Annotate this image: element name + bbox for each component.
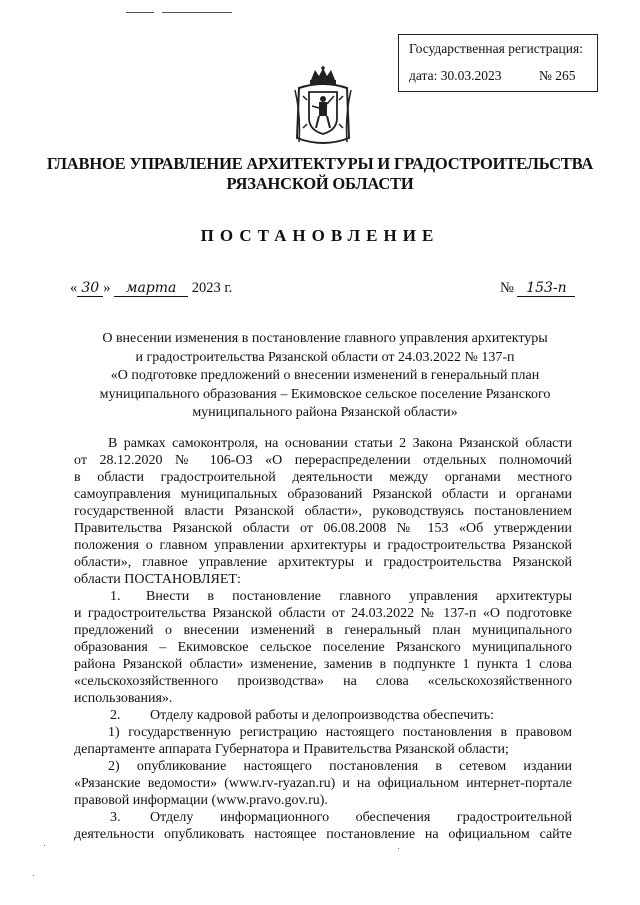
date-day: 30 [77, 280, 103, 297]
date-open-quote: « [70, 280, 78, 296]
scan-dust [33, 875, 34, 876]
decree-date [70, 280, 232, 297]
organization-title-line1: ГЛАВНОЕ УПРАВЛЕНИЕ АРХИТЕКТУРЫ И ГРАДОСТРОИТЕЛЬСТВА [46, 154, 594, 173]
document-type-heading: ПОСТАНОВЛЕНИЕ [200, 226, 440, 245]
coat-of-arms-emblem [293, 66, 353, 148]
scan-artifact-line [162, 12, 232, 13]
item1-line: предложений о внесении изменений в генеральный план муниципального [74, 623, 572, 638]
subject-line: муниципального образования – Екимовское сельское поселение Рязанского [99, 386, 551, 402]
item1-line: района Рязанской области» изменение, заменив в подпункте 1 пункта 1 слова [74, 657, 572, 672]
subject-line: и градостроительства Рязанской области от 24.03.2022 № 137-п [135, 349, 515, 365]
scan-dust [44, 845, 45, 846]
item1-line: и градостроительства Рязанской области от 24.03.2022 № 137-п «О подготовке [74, 606, 572, 621]
preamble-line: области ПОСТАНОВЛЯЕТ: [74, 572, 241, 587]
item2-2-line: правовой информации (www.pravo.gov.ru). [74, 793, 328, 808]
item2-2-line: «Рязанские ведомости» (www.rv-ryazan.ru) и на официальном интернет-портале [74, 776, 572, 791]
item3-number: 3. [110, 810, 121, 825]
item1-line: использования». [74, 691, 173, 706]
preamble-line: В рамках самоконтроля, на основании статьи 2 Закона Рязанской области [108, 436, 572, 451]
preamble-line: в области градостроительной деятельности между органами местного [74, 470, 572, 485]
item1-line: образования – Екимовское сельское поселение Рязанского муниципального [74, 640, 572, 655]
item1-number: 1. [110, 589, 121, 604]
item3-line: Отделу информационного обеспечения градостроительной [150, 810, 572, 825]
decree-subject [70, 330, 580, 423]
scan-dust [398, 848, 399, 849]
date-year: 2023 г. [191, 280, 233, 296]
preamble-line: государственной власти Рязанской области», руководствуясь постановлением [74, 504, 572, 519]
item1-line: Внести в постановление главного управления архитектуры [146, 589, 572, 604]
date-close-quote: » [103, 280, 111, 296]
item2-1-line: 1) государственную регистрацию настоящего постановления в правовом [108, 725, 572, 740]
scan-artifact-line [126, 12, 154, 13]
decree-number-label: № [500, 280, 514, 296]
preamble-line: самоуправления муниципальных образований Рязанской области и органами [74, 487, 572, 502]
item2-number: 2. [110, 708, 121, 723]
decree-number-value: 153-п [517, 280, 575, 297]
registration-date: дата: 30.03.2023 [409, 68, 502, 83]
subject-line: муниципального района Рязанской области» [192, 405, 458, 421]
registration-number: № 265 [539, 68, 576, 83]
subject-line: «О подготовке предложений о внесении изменений в генеральный план [110, 368, 540, 384]
registration-stamp [398, 34, 598, 92]
item2-heading: Отделу кадровой работы и делопроизводства обеспечить: [150, 708, 495, 723]
preamble-line: положения о главном управлении архитектуры и градостроительства Рязанской [74, 538, 572, 553]
preamble-line: от 28.12.2020 № 106-ОЗ «О перераспределении отдельных полномочий [74, 453, 572, 468]
preamble-line: области», главное управление архитектуры и градостроительства Рязанской [74, 555, 572, 570]
registration-title: Государственная регистрация: [409, 41, 583, 56]
decree-number [500, 280, 575, 297]
organization-title-line2: РЯЗАНСКОЙ ОБЛАСТИ [226, 174, 414, 193]
item2-2-line: 2) опубликование настоящего постановления в сетевом издании [108, 759, 572, 774]
item2-1-line: департаменте аппарата Губернатора и Правительства Рязанской области; [74, 742, 509, 757]
preamble-line: Правительства Рязанской области от 06.08.2008 № 153 «Об утверждении [74, 521, 572, 536]
item1-line: «сельскохозяйственного производства» на слова «сельскохозяйственного [74, 674, 572, 689]
subject-line: О внесении изменения в постановление главного управления архитектуры [102, 331, 548, 346]
date-month: марта [114, 280, 188, 297]
item3-line: деятельности опубликовать настоящее постановление на официальном сайте [74, 827, 572, 842]
